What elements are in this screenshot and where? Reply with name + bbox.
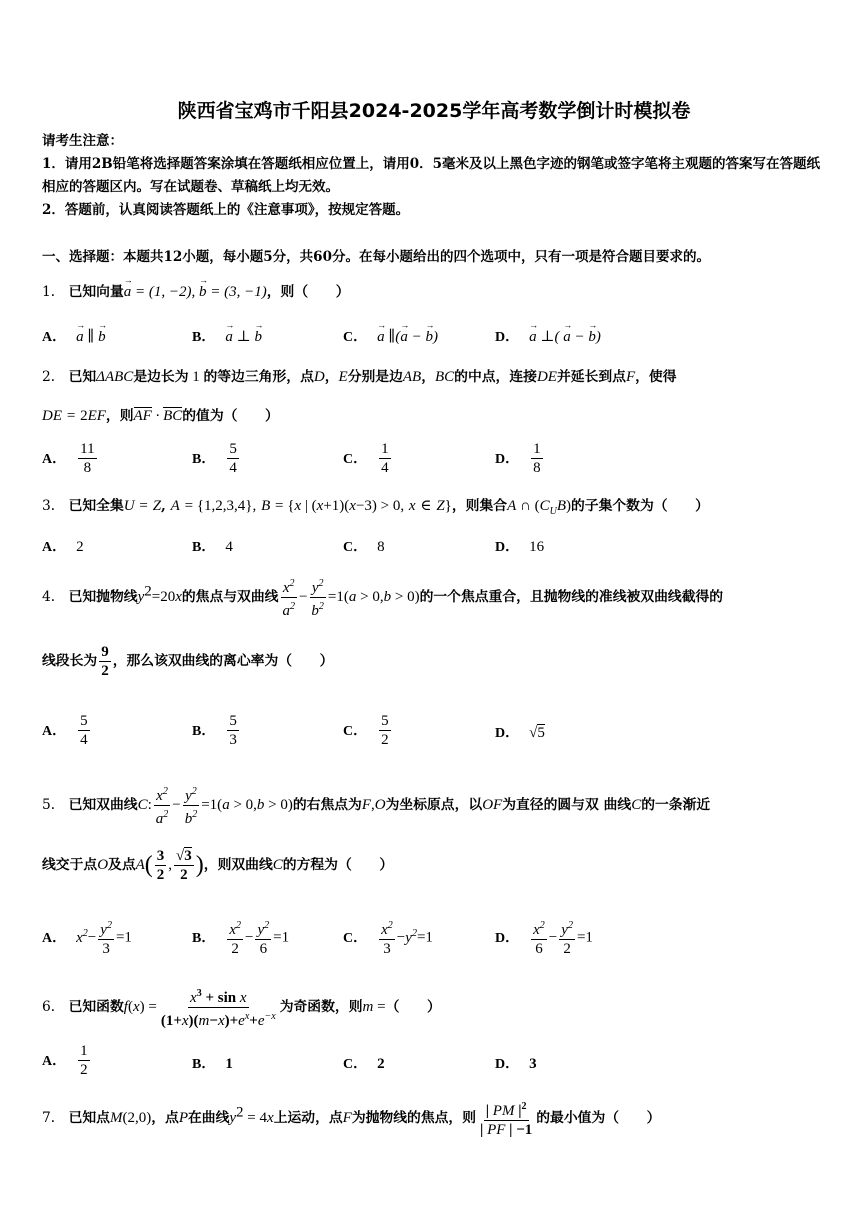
question-4-cont: 线段长为 $\frac{9}{2}$ ，那么该双曲线的离心率为（ ） bbox=[42, 644, 334, 679]
section-heading: 一、选择题：本题共12小题，每小题5分，共60分。在每小题给出的四个选项中，只有一项是符合题目要求的。 bbox=[42, 249, 710, 265]
question-text: 线段长为 bbox=[42, 653, 98, 669]
question-text: 为奇函数，则 bbox=[279, 999, 363, 1015]
option-c[interactable] bbox=[343, 440, 393, 477]
option-d[interactable] bbox=[495, 536, 544, 556]
option-a[interactable]: A．→ a ∥ → b bbox=[42, 326, 106, 346]
question-text: 的等边三角形，点 bbox=[203, 369, 314, 385]
option-label: B． bbox=[192, 330, 216, 345]
fraction-denominator: 4 bbox=[229, 460, 237, 476]
option-label: A． bbox=[42, 1053, 67, 1069]
option-label: D． bbox=[495, 726, 520, 741]
fraction-denominator: 3 bbox=[229, 732, 237, 748]
option-value: 2 bbox=[76, 539, 84, 555]
option-b[interactable] bbox=[192, 1053, 233, 1073]
question-number: 6． bbox=[42, 999, 65, 1015]
question-text: 已知 bbox=[68, 369, 97, 385]
question-text: 已知双曲线 bbox=[68, 797, 138, 813]
option-d[interactable]: D．→ a ⊥( → a − → b) bbox=[495, 326, 601, 346]
notice-heading: 请考生注意： bbox=[42, 133, 123, 149]
option-d[interactable]: D． √5 bbox=[495, 725, 545, 741]
option-c[interactable] bbox=[343, 536, 385, 556]
option-value: 8 bbox=[377, 539, 385, 555]
question-6: 6． 已知函数f(x) = $\frac{x^3 + \sin x}{(1+x)(m-x)+e^x+e^{-x}}$ 为奇函数，则m =（ ） bbox=[42, 985, 441, 1030]
option-d[interactable] bbox=[495, 440, 545, 477]
option-a[interactable] bbox=[42, 1042, 92, 1079]
question-number: 5． bbox=[42, 797, 65, 813]
fraction-denominator: 8 bbox=[83, 460, 92, 476]
question-number: 4． bbox=[42, 589, 65, 605]
fraction-numerator: 5 bbox=[229, 441, 237, 457]
question-text: 的中点，连接 bbox=[454, 369, 537, 385]
option-b[interactable]: B． $\frac{x^2}{2}$ − $\frac{y^2}{6}$ =1 bbox=[192, 917, 289, 958]
option-c[interactable] bbox=[343, 712, 393, 749]
option-b[interactable] bbox=[192, 440, 241, 477]
option-label: C． bbox=[343, 451, 368, 467]
option-label: B． bbox=[192, 930, 216, 946]
option-a[interactable] bbox=[42, 536, 84, 556]
question-3: 3． 已知全集U = Z, A = {1,2,3,4}, B = {x | (x+1)(x−3) > 0, x ∈ Z}，则集合A ∩ $(C_UB)$的子集个数为（ ） bbox=[42, 498, 709, 517]
option-label: C． bbox=[343, 540, 368, 555]
option-value: 2 bbox=[377, 1056, 385, 1072]
question-text: 的一个焦点重合，且抛物线的准线被双曲线截得的 bbox=[419, 589, 724, 605]
question-text: 为坐标原点，以 bbox=[385, 797, 483, 813]
fraction-numerator: 1 bbox=[381, 441, 389, 457]
option-c[interactable]: C． $\frac{x^2}{3}$ $-y^2=1$ bbox=[343, 917, 433, 958]
option-a[interactable] bbox=[42, 712, 92, 749]
question-4: 4． 已知抛物线$y^2=20x$的焦点与双曲线 $\frac{x^2}{a^2}$ − $\frac{y^2}{b^2}$ =1(a > 0,b > 0)的一个焦点重合，且抛物线的准线被双曲线截得的 bbox=[42, 575, 723, 620]
option-value: 16 bbox=[529, 539, 545, 555]
fraction-numerator: 1 bbox=[80, 1043, 88, 1059]
option-label: D． bbox=[495, 540, 520, 555]
option-label: D． bbox=[495, 451, 520, 467]
fraction-numerator: 1 bbox=[533, 441, 541, 457]
fraction-numerator: 5 bbox=[381, 713, 389, 729]
option-label: C． bbox=[343, 930, 368, 946]
question-7: 7． 已知点M(2,0)，点P在曲线$y^2 = 4x$上运动，点F为抛物线的焦点，则 $\frac{| PM |^2}{| PF | -1}$ 的最小值为（ ） bbox=[42, 1098, 660, 1139]
question-5-cont: 线交于点O及点A( $\frac{3}{2}$ , $\frac{√3}{2}$ )，则双曲线C的方程为（ ） bbox=[42, 848, 394, 883]
question-number: 1． bbox=[42, 284, 65, 300]
notice-item-1: 1．请用2B铅笔将选择题答案涂填在答题纸相应位置上，请用0．5毫米及以上黑色字迹的钢笔或签字笔将主观题的答案写在答题纸相应的答题区内。写在试题卷、草稿纸上均无效。 bbox=[42, 156, 820, 195]
question-text: ，则双曲线 bbox=[203, 857, 273, 873]
option-label: D． bbox=[495, 930, 520, 946]
question-number: 7． bbox=[42, 1110, 65, 1126]
option-c[interactable] bbox=[343, 1053, 385, 1073]
question-text: 的值为（ ） bbox=[182, 408, 279, 424]
option-label: A． bbox=[42, 723, 67, 739]
question-text: ，使得 bbox=[635, 369, 677, 385]
option-d[interactable]: D． $\frac{x^2}{6}$ − $\frac{y^2}{2}$ =1 bbox=[495, 917, 593, 958]
question-text: ，则（ ） bbox=[266, 284, 350, 300]
question-number: 3． bbox=[42, 498, 65, 514]
question-5: 5． 已知双曲线C: $\frac{x^2}{a^2}$ − $\frac{y^2}{b^2}$ =1(a > 0,b > 0)的右焦点为F,O为坐标原点，以OF为直径的圆与双 曲线C的一条渐近 bbox=[42, 783, 710, 828]
question-text: 已知函数 bbox=[68, 999, 124, 1015]
question-text: 已知全集 bbox=[68, 498, 124, 514]
question-text: 及点 bbox=[108, 857, 136, 873]
question-text: 的最小值为（ ） bbox=[536, 1110, 661, 1126]
question-text: 是边长为 bbox=[133, 369, 189, 385]
question-text: （ ） bbox=[385, 999, 441, 1015]
radicand: 5 bbox=[537, 725, 545, 741]
option-label: C． bbox=[343, 723, 368, 739]
option-c[interactable]: C．→ a ∥(→ a − → b) bbox=[343, 326, 438, 346]
option-value: 1 bbox=[225, 1056, 233, 1072]
option-b[interactable] bbox=[192, 536, 233, 556]
question-text: 已知向量 bbox=[68, 284, 124, 300]
option-label: C． bbox=[343, 330, 368, 345]
option-label: A． bbox=[42, 330, 67, 345]
question-text: ，那么该双曲线的离心率为（ ） bbox=[112, 653, 334, 669]
question-text: 为抛物线的焦点，则 bbox=[351, 1110, 477, 1126]
option-label: D． bbox=[495, 1057, 520, 1072]
option-label: B． bbox=[192, 451, 216, 467]
question-text: 的焦点与双曲线 bbox=[181, 589, 279, 605]
notice-item-2: 2．答题前，认真阅读答题纸上的《注意事项》，按规定答题。 bbox=[42, 202, 410, 218]
fraction-denominator: 2 bbox=[80, 1062, 88, 1078]
question-text: ，则 bbox=[105, 408, 134, 424]
option-label: B． bbox=[192, 723, 216, 739]
fraction-denominator: 2 bbox=[381, 732, 389, 748]
option-a[interactable]: A． $x^2-$ $\frac{y^2}{3}$ =1 bbox=[42, 917, 132, 958]
page-title: 陕西省宝鸡市千阳县2024-2025学年高考数学倒计时模拟卷 bbox=[177, 100, 691, 122]
fraction-numerator: 11 bbox=[80, 441, 95, 457]
question-2: 2． 已知ΔABC是边长为 1 的等边三角形，点D，E分别是边AB，BC的中点，连接DE并延长到点F，使得 bbox=[42, 369, 677, 385]
question-text: 为直径的圆与双 曲线 bbox=[502, 797, 632, 813]
question-text: 在曲线 bbox=[187, 1110, 230, 1126]
question-text: 线交于点 bbox=[42, 857, 98, 873]
question-text: 的方程为（ ） bbox=[282, 857, 394, 873]
question-text: 上运动，点 bbox=[273, 1110, 343, 1126]
fraction-numerator: 5 bbox=[80, 713, 88, 729]
fraction-denominator: 8 bbox=[533, 460, 541, 476]
question-text: 已知点 bbox=[68, 1110, 110, 1126]
fraction-denominator: 4 bbox=[381, 460, 389, 476]
option-label: A． bbox=[42, 451, 67, 467]
option-value: 4 bbox=[225, 539, 233, 555]
option-label: B． bbox=[192, 1057, 216, 1072]
question-text: ，点 bbox=[151, 1110, 179, 1126]
option-label: D． bbox=[495, 330, 520, 345]
option-d[interactable] bbox=[495, 1053, 537, 1073]
question-2-cont: DE = 2EF，则AF · BC的值为（ ） bbox=[42, 408, 279, 424]
question-number: 2． bbox=[42, 369, 65, 385]
question-text: 的右焦点为 bbox=[292, 797, 362, 813]
option-label: A． bbox=[42, 540, 67, 555]
question-text: 的一条渐近 bbox=[641, 797, 711, 813]
question-text: 的子集个数为（ ） bbox=[570, 498, 709, 514]
option-label: A． bbox=[42, 930, 67, 946]
option-b[interactable]: B．→ a ⊥ → b bbox=[192, 326, 262, 346]
option-label: C． bbox=[343, 1057, 368, 1072]
question-1 bbox=[42, 280, 350, 301]
question-text: 已知抛物线 bbox=[68, 589, 138, 605]
question-text: 并延长到点 bbox=[556, 369, 626, 385]
option-b[interactable] bbox=[192, 712, 241, 749]
fraction-numerator: 5 bbox=[229, 713, 237, 729]
question-text: 分别是边 bbox=[347, 369, 403, 385]
option-value: 3 bbox=[529, 1056, 537, 1072]
fraction-denominator: 4 bbox=[80, 732, 88, 748]
question-text: ，则集合 bbox=[451, 498, 508, 514]
option-label: B． bbox=[192, 540, 216, 555]
option-a[interactable] bbox=[42, 440, 99, 477]
math-expression: → a = (1, −2), → b = (3, −1) bbox=[124, 284, 267, 300]
